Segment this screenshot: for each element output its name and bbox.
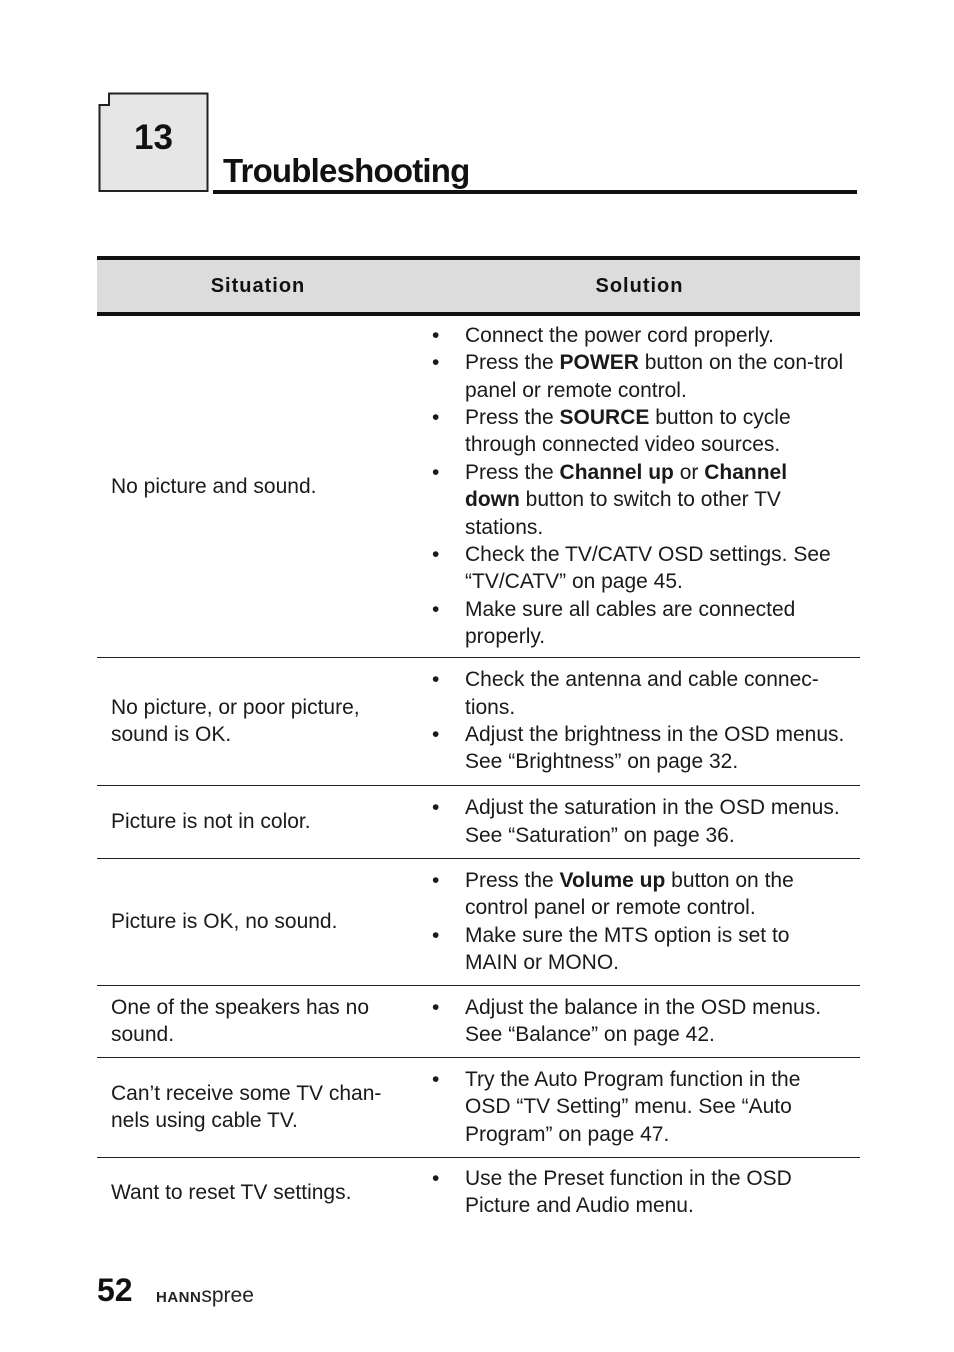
bullet-icon: •	[432, 597, 440, 621]
text-segment: button on the control panel or remote control.	[465, 868, 794, 920]
bullet-icon: •	[432, 668, 440, 692]
situation-cell: Picture is not in color.	[97, 785, 419, 858]
bullet-icon: •	[432, 995, 440, 1019]
situation-cell: One of the speakers has no sound.	[97, 985, 419, 1057]
text-segment: Make sure the MTS option is set to MAIN or MONO.	[465, 923, 790, 974]
table-row	[97, 985, 860, 1057]
solution-list	[419, 1066, 846, 1148]
solution-item	[419, 994, 846, 1049]
solution-list	[419, 1165, 846, 1220]
solution-item	[419, 596, 846, 651]
solution-cell	[419, 858, 860, 985]
text-segment: Adjust the saturation in the OSD menus. See “Saturation” on page 36.	[465, 796, 840, 847]
text-segment: Make sure all cables are connected properly.	[465, 597, 796, 649]
text-segment: or	[673, 460, 705, 484]
solution-list	[419, 867, 846, 977]
table-row	[97, 657, 860, 785]
situation-cell: Can’t receive some TV chan-nels using cable TV.	[97, 1057, 419, 1157]
situation-cell: Picture is OK, no sound.	[97, 858, 419, 985]
bullet-icon: •	[432, 1166, 440, 1190]
solution-item	[419, 541, 846, 596]
bullet-icon: •	[432, 868, 440, 892]
solution-cell	[419, 1157, 860, 1227]
bullet-icon: •	[432, 923, 440, 947]
bullet-icon: •	[432, 723, 440, 746]
table-header-row	[97, 258, 860, 314]
bullet-icon: •	[432, 460, 440, 484]
solution-list	[419, 794, 846, 849]
bullet-icon: •	[432, 351, 440, 375]
column-header-situation: Situation	[97, 258, 419, 314]
solution-item	[419, 1165, 846, 1220]
chapter-number: 13	[134, 118, 173, 157]
bold-text: Volume up	[559, 868, 666, 892]
solution-item	[419, 459, 846, 541]
text-segment: Connect the power cord properly.	[465, 323, 774, 347]
bullet-icon: •	[432, 796, 440, 820]
table-row	[97, 785, 860, 858]
solution-cell	[419, 657, 860, 785]
text-segment: Press the	[465, 351, 560, 375]
brand-logo-bold: HANN	[156, 1289, 202, 1306]
text-segment: Check the TV/CATV OSD settings. See “TV/CATV” on page 45.	[465, 543, 831, 594]
text-segment: button on the con-trol panel or remote control.	[465, 351, 844, 402]
solution-item	[419, 1066, 846, 1148]
text-segment: Press the	[465, 406, 560, 430]
solution-cell	[419, 1057, 860, 1157]
bold-text: POWER	[559, 351, 639, 375]
solution-item	[419, 404, 846, 459]
situation-cell: Want to reset TV settings.	[111, 1180, 352, 1204]
bold-text: Channel down	[465, 460, 788, 512]
table-row	[97, 1057, 860, 1157]
situation-cell: No picture, or poor picture, sound is OK.	[97, 657, 419, 785]
bullet-icon: •	[432, 323, 440, 347]
table-row	[97, 1157, 860, 1227]
column-header-solution: Solution	[419, 258, 860, 314]
text-segment: Try the Auto Program function in the OSD “TV Setting” menu. See “Auto Program” on page 47.	[465, 1067, 801, 1146]
troubleshooting-table	[97, 256, 860, 1227]
text-segment: Press the	[465, 868, 560, 892]
page-number: 52	[97, 1272, 133, 1308]
solution-list	[419, 666, 846, 776]
table-body	[97, 314, 860, 1227]
solution-cell	[419, 314, 860, 657]
brand-logo-light: spree	[201, 1284, 254, 1307]
solution-item	[419, 922, 846, 977]
table-row	[97, 314, 860, 657]
text-segment: button to switch to other TV stations.	[465, 488, 781, 539]
situation-cell: No picture and sound.	[97, 314, 419, 657]
chapter-tab	[98, 92, 209, 192]
text-segment: Adjust the brightness in the OSD menus. See “Brightness” on page 32.	[465, 723, 845, 774]
solution-item	[419, 721, 846, 776]
solution-item	[419, 867, 846, 922]
page-title: Troubleshooting	[223, 152, 470, 189]
solution-item	[419, 666, 846, 721]
solution-item	[419, 349, 846, 404]
bullet-icon: •	[432, 406, 440, 430]
bullet-icon: •	[432, 1067, 440, 1091]
text-segment: Adjust the balance in the OSD menus. See “Balance” on page 42.	[465, 995, 822, 1046]
bullet-icon: •	[432, 543, 440, 567]
solution-list	[419, 322, 846, 651]
bold-text: Channel up	[559, 460, 674, 484]
solution-item	[419, 322, 846, 349]
text-segment: button to cycle through connected video sources.	[465, 406, 791, 457]
solution-cell	[419, 785, 860, 858]
bold-text: SOURCE	[559, 406, 650, 430]
text-segment: Use the Preset function in the OSD Picture and Audio menu.	[465, 1166, 792, 1218]
solution-item	[419, 794, 846, 849]
table-row	[97, 858, 860, 985]
text-segment: Press the	[465, 460, 560, 484]
solution-cell	[419, 985, 860, 1057]
brand-logo	[156, 1284, 254, 1308]
solution-list	[419, 994, 846, 1049]
text-segment: Check the antenna and cable connec-tions.	[465, 668, 819, 719]
title-underline	[213, 190, 857, 194]
